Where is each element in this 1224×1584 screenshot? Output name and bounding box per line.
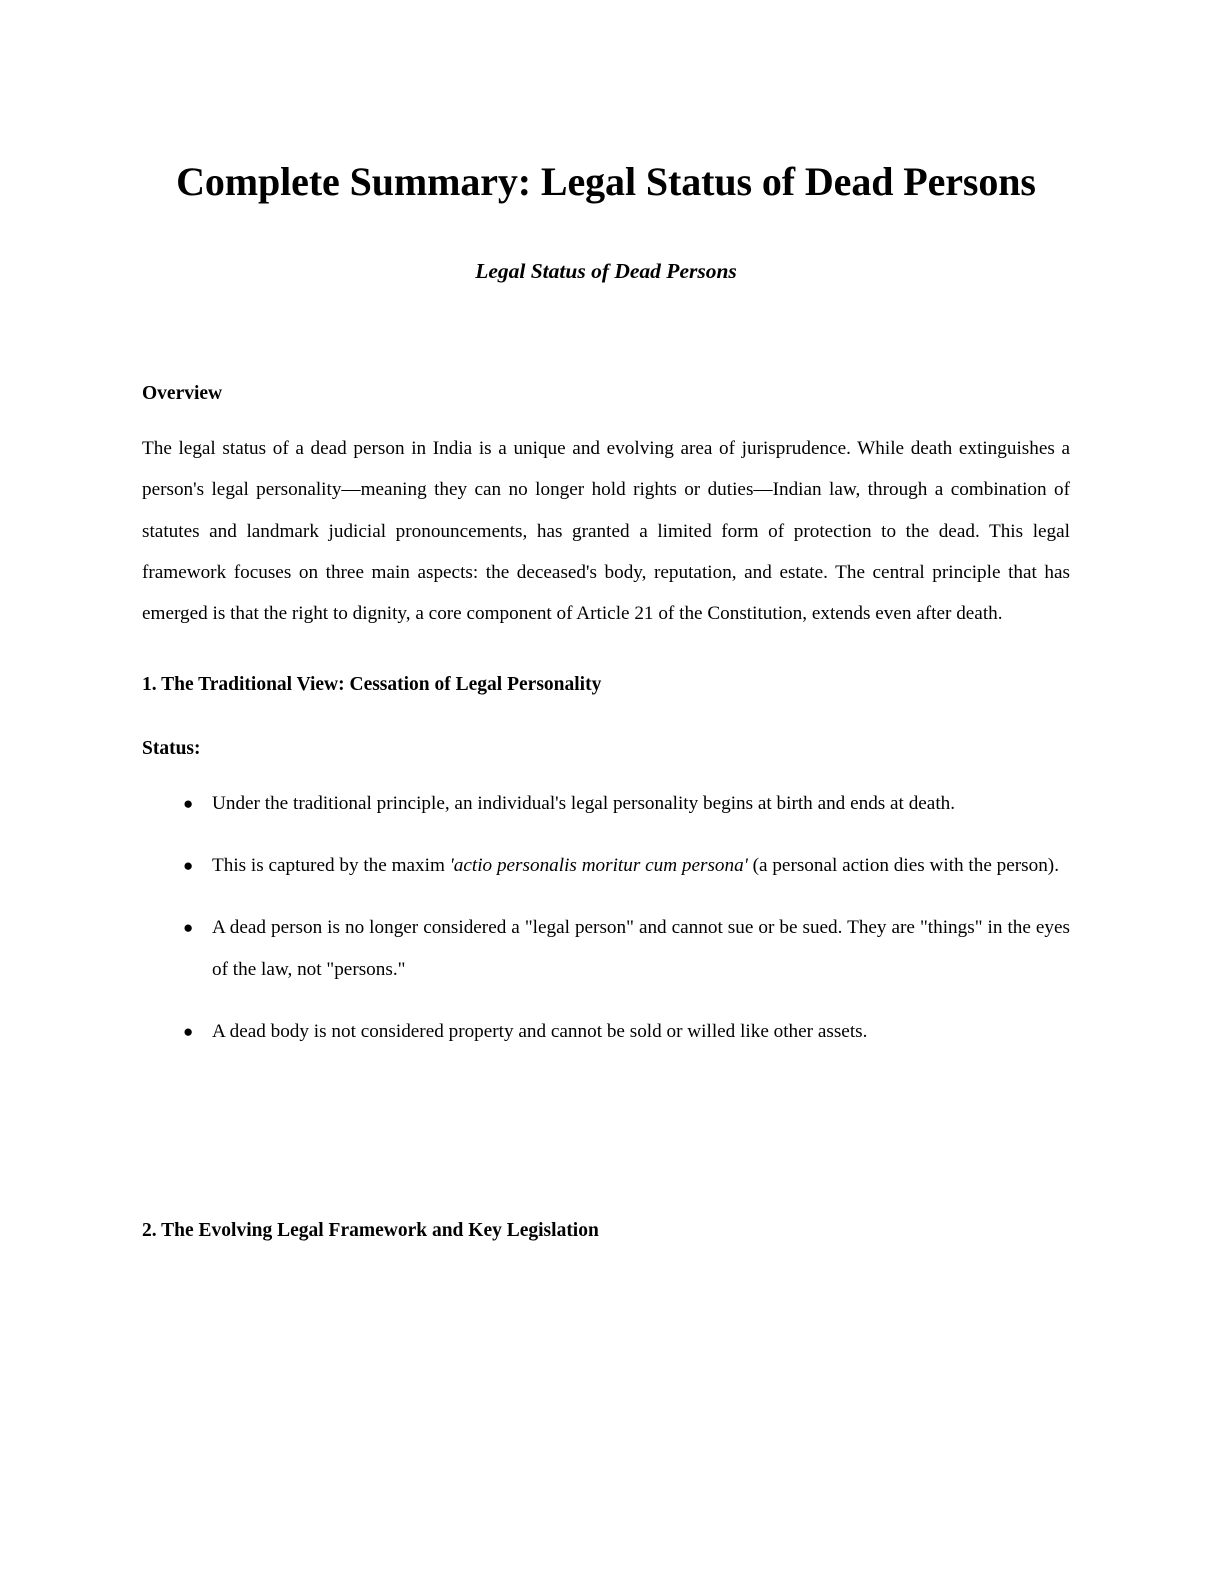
list-item <box>142 1011 1070 1052</box>
section-one-bullet-list <box>142 761 1070 1052</box>
list-item-text-before: A dead body is not considered property and cannot be sold or willed like other assets. <box>212 1020 868 1042</box>
list-item <box>142 783 1070 824</box>
list-item <box>142 907 1070 989</box>
heading-overview: Overview <box>142 382 223 404</box>
section-spacer <box>142 1052 1070 1180</box>
page-title: Complete Summary: Legal Status of Dead Persons <box>176 159 1036 204</box>
document-content-column <box>142 0 1070 1243</box>
list-item-text-before: Under the traditional principle, an individual's legal personality begins at birth and ends at death. <box>212 792 956 814</box>
list-item <box>142 845 1070 886</box>
bullet-icon: ● <box>183 918 194 938</box>
list-item-text-before: This is captured by the maxim <box>212 855 450 877</box>
status-label: Status: <box>142 737 201 759</box>
document-subtitle: Legal Status of Dead Persons <box>475 259 737 283</box>
overview-paragraph: The legal status of a dead person in India is a unique and evolving area of jurisprudence. While death extinguishes a person's legal personality—meaning they can no longer hold rights or duties—Indian law, through a combination of statutes and landmark judicial pronouncements, has granted a limited form of protection to the dead. This legal framework focuses on three main aspects: the deceased's body, reputation, and estate. The central principle that has emerged is that the right to dignity, a core component of Article 21 of the Constitution, extends even after death. <box>142 438 1070 625</box>
list-item-text-after: (a personal action dies with the person). <box>747 855 1059 877</box>
heading-section-two: 2. The Evolving Legal Framework and Key Legislation <box>142 1219 599 1241</box>
bullet-icon: ● <box>183 1021 194 1041</box>
bullet-icon: ● <box>183 793 194 813</box>
list-item-text-italic: 'actio personalis moritur cum persona' <box>449 855 748 877</box>
heading-section-one: 1. The Traditional View: Cessation of Legal Personality <box>142 674 602 696</box>
list-item-text-before: A dead person is no longer considered a "legal person" and cannot sue or be sued. They are "things" in the eyes of the law, not "persons." <box>212 917 1070 980</box>
bullet-icon: ● <box>183 856 194 876</box>
